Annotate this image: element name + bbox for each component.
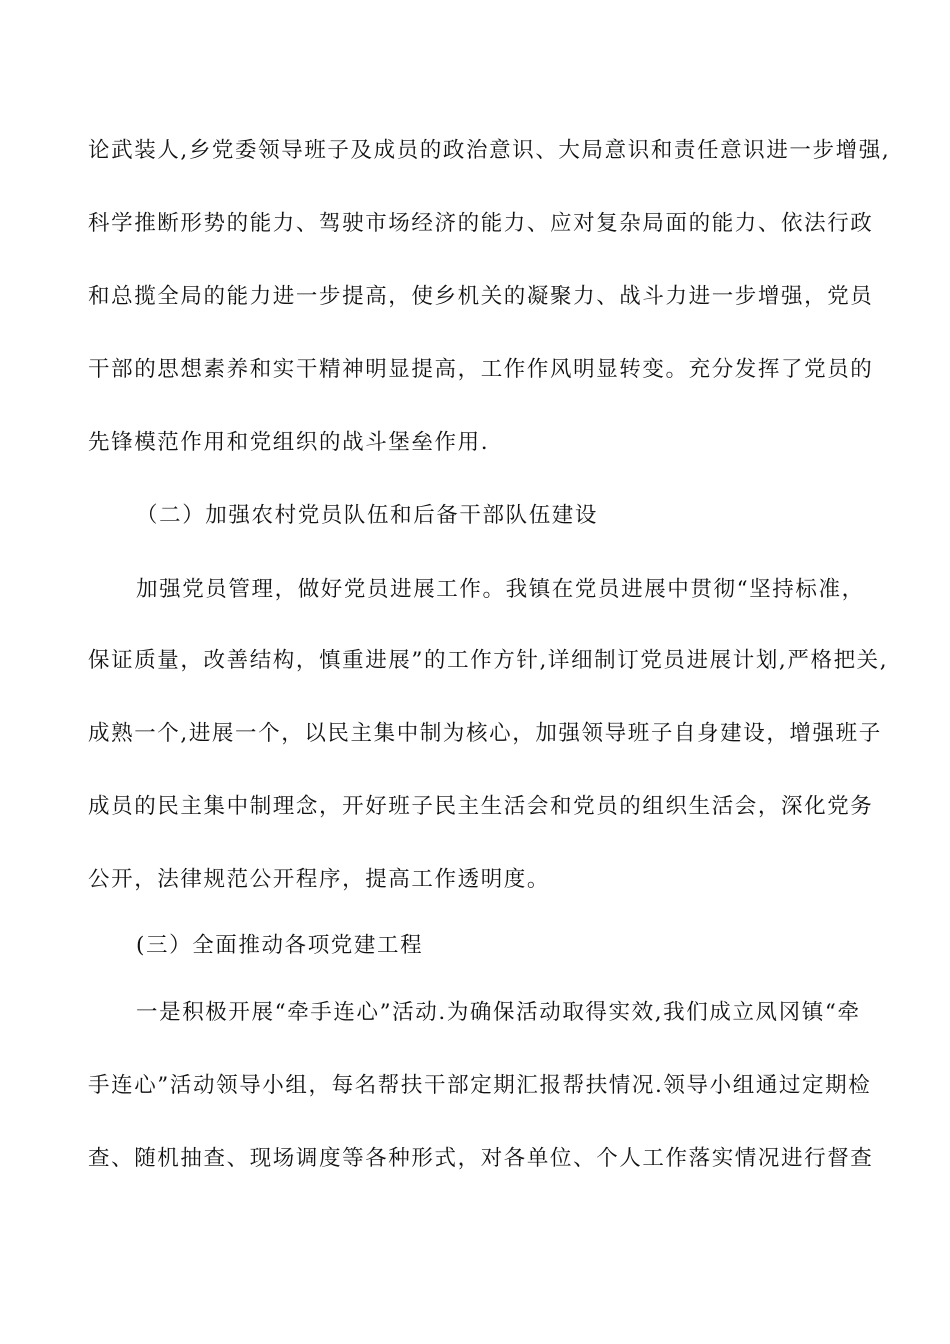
body-text-line: 科学推断形势的能力、驾驶市场经济的能力、应对复杂局面的能力、依法行政 bbox=[88, 211, 874, 236]
section-heading: (三）全面推动各项党建工程 bbox=[136, 933, 424, 958]
section-heading: （二）加强农村党员队伍和后备干部队伍建设 bbox=[136, 503, 599, 528]
body-text-line: 干部的思想素养和实干精神明显提高，工作作风明显转变。充分发挥了党员的 bbox=[88, 357, 874, 382]
body-text-line: 和总揽全局的能力进一步提高，使乡机关的凝聚力、战斗力进一步增强，党员 bbox=[88, 284, 874, 309]
body-text-line: 查、随机抽查、现场调度等各种形式，对各单位、个人工作落实情况进行督查 bbox=[88, 1146, 874, 1171]
body-text-line: 论武装人,乡党委领导班子及成员的政治意识、大局意识和责任意识进一步增强, bbox=[88, 138, 891, 163]
paragraph-first-line: 一是积极开展“牵手连心”活动.为确保活动取得实效,我们成立凤冈镇“牵 bbox=[136, 1000, 861, 1025]
body-text-line: 手连心”活动领导小组，每名帮扶干部定期汇报帮扶情况.领导小组通过定期检 bbox=[88, 1073, 872, 1098]
body-text-line: 成员的民主集中制理念，开好班子民主生活会和党员的组织生活会，深化党务 bbox=[88, 794, 874, 819]
body-text-line: 公开，法律规范公开程序，提高工作透明度。 bbox=[88, 867, 551, 892]
body-text-line: 保证质量，改善结构，慎重进展”的工作方针,详细制订党员进展计划,严格把关, bbox=[88, 648, 889, 673]
body-text-line: 先锋模范作用和党组织的战斗堡垒作用. bbox=[88, 430, 490, 455]
paragraph-first-line: 加强党员管理，做好党员进展工作。我镇在党员进展中贯彻“坚持标准， bbox=[136, 577, 865, 602]
body-text-line: 成熟一个,进展一个，以民主集中制为核心，加强领导班子自身建设，增强班子 bbox=[88, 721, 882, 746]
